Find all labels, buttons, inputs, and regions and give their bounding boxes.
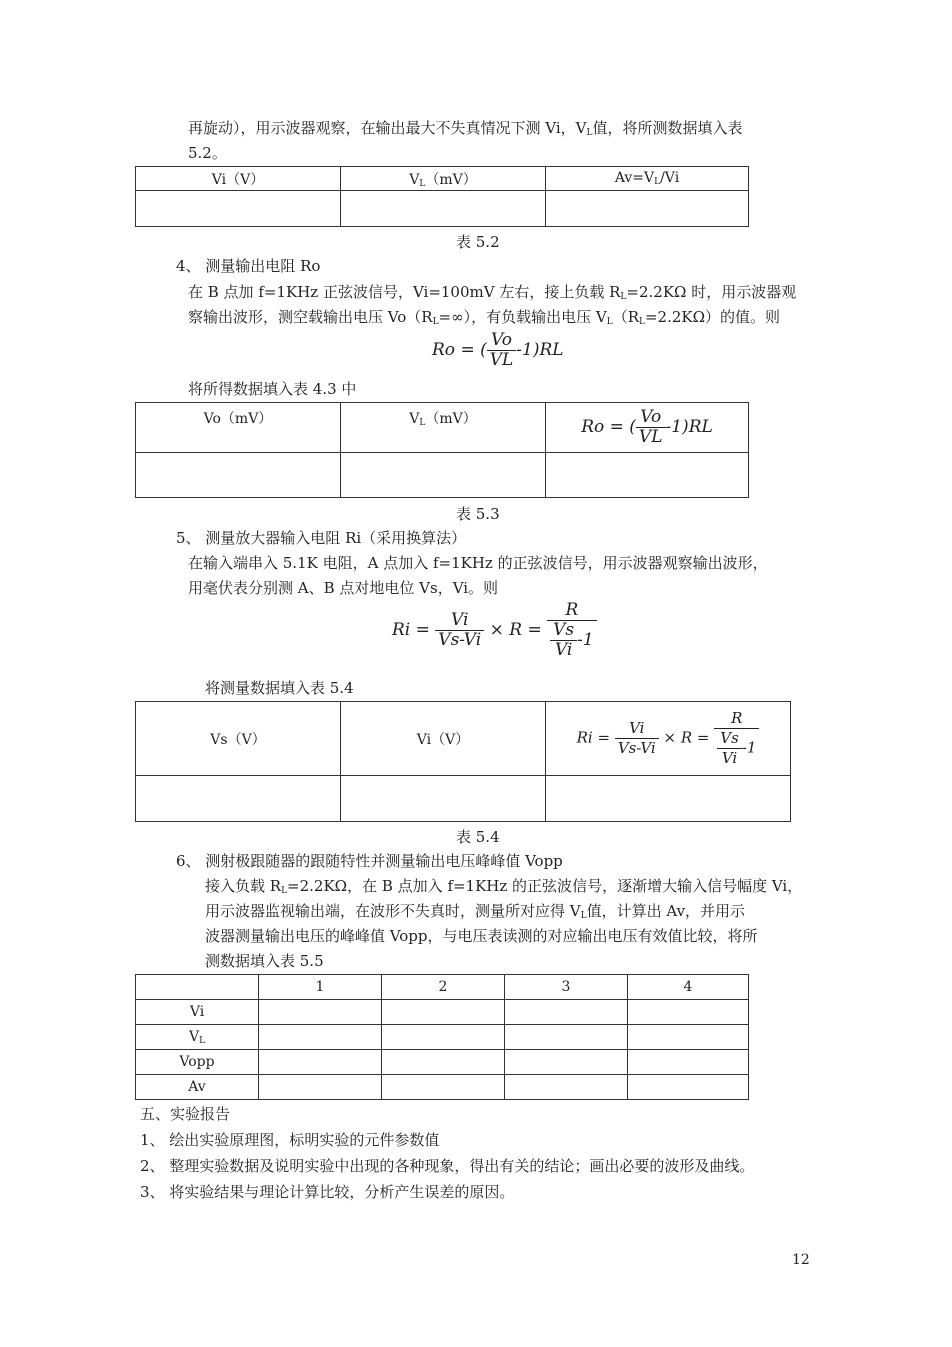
formula-ro: Ro = ( $\frac{Vo}{VL}$ -1)RL	[432, 330, 564, 370]
table-header: $V_L(mV)$	[341, 403, 546, 453]
table-cell	[628, 1050, 749, 1075]
table-cell	[259, 1050, 382, 1075]
table-cell	[341, 453, 546, 498]
list-item: 1、 绘出实验原理图，标明实验的元件参数值	[140, 1131, 440, 1149]
row-label: $V_L$	[136, 1025, 259, 1050]
table-cell	[136, 975, 259, 1000]
table-cell	[505, 1000, 628, 1025]
section-title: 5、 测量放大器输入电阻 Ri（采用换算法）	[176, 529, 467, 547]
table-header: $Av=V_L/Vi$	[546, 167, 749, 191]
paragraph-line: 将测量数据填入表 5.4	[205, 679, 354, 697]
paragraph-line: 再旋动），用示波器观察，在输出最大不失真情况下测 Vi，$V_L$值，将所测数据填入表	[188, 119, 743, 138]
paragraph-line: 用示波器监视输出端，在波形不失真时，测量所对应得 $V_L$值，计算出 Av，并用示	[205, 902, 746, 921]
table-cell	[546, 191, 749, 227]
paragraph-line: 察输出波形，测空载输出电压 $Vo(R_L=\infty)$，有负载输出电压 $V_L(R_L=2.2K\Omega)$的值。则	[188, 308, 781, 327]
row-label: Av	[136, 1075, 259, 1100]
table-cell	[382, 1075, 505, 1100]
table-header: Vs（V）	[136, 702, 341, 776]
table-5-3	[135, 402, 749, 498]
table-header: Vi（V）	[136, 167, 341, 191]
row-label: Vi	[136, 1000, 259, 1025]
table-cell	[505, 1075, 628, 1100]
table-5-2	[135, 166, 749, 227]
list-item: 2、 整理实验数据及说明实验中出现的各种现象，得出有关的结论；画出必要的波形及曲线。	[140, 1157, 755, 1175]
formula-ro-header: Ro = ( $\frac{Vo}{VL}$ -1)RL	[546, 403, 749, 453]
table-header: 3	[505, 975, 628, 1000]
table-header: Vi（V）	[341, 702, 546, 776]
paragraph-line: 在输入端串入 5.1K 电阻，A 点加入 f=1KHz 的正弦波信号，用示波器观察输出波形，	[188, 554, 768, 572]
section-title: 五、实验报告	[140, 1105, 231, 1123]
paragraph-line: 在 B 点加 f=1KHz 正弦波信号，Vi=100mV 左右，接上负载 $R_L=2.2K\Omega$ 时，用示波器观	[188, 283, 797, 302]
table-cell	[505, 1025, 628, 1050]
table-caption: 表 5.4	[456, 828, 500, 846]
table-cell	[628, 1000, 749, 1025]
formula-ri: Ri = $\frac{Vi}{Vs-Vi}$ × R = R $\frac{Vs}{Vi}$ -1	[392, 600, 597, 660]
table-cell	[259, 1025, 382, 1050]
table-cell	[382, 1025, 505, 1050]
table-cell	[382, 1050, 505, 1075]
table-cell	[546, 453, 749, 498]
table-header: Vo（mV）	[136, 403, 341, 453]
table-cell	[382, 1000, 505, 1025]
row-label: Vopp	[136, 1050, 259, 1075]
page-number: 12	[792, 1252, 810, 1268]
list-item: 3、 将实验结果与理论计算比较，分析产生误差的原因。	[140, 1183, 515, 1201]
table-cell	[546, 776, 791, 822]
table-cell	[136, 453, 341, 498]
table-header: 4	[628, 975, 749, 1000]
paragraph-line: 用毫伏表分别测 A、B 点对地电位 Vs，Vi。则	[188, 579, 499, 597]
table-cell	[259, 1075, 382, 1100]
table-header: 1	[259, 975, 382, 1000]
paragraph-line: 5.2。	[188, 144, 227, 162]
table-cell	[341, 191, 546, 227]
paragraph-line: 测数据填入表 5.5	[205, 952, 324, 970]
table-cell	[136, 191, 341, 227]
table-5-4	[135, 701, 791, 822]
table-cell	[628, 1025, 749, 1050]
paragraph-line: 波器测量输出电压的峰峰值 Vopp，与电压表读测的对应输出电压有效值比较，将所	[205, 927, 758, 945]
section-title: 4、 测量输出电阻 Ro	[176, 257, 321, 275]
table-caption: 表 5.3	[456, 505, 500, 523]
table-caption: 表 5.2	[456, 233, 500, 251]
paragraph-line: 将所得数据填入表 4.3 中	[188, 380, 357, 398]
table-cell	[505, 1050, 628, 1075]
table-cell	[628, 1075, 749, 1100]
formula-ri-header: Ri = $\frac{Vi}{Vs-Vi}$ × R = R $\frac{Vs}{Vi}$ -1	[546, 702, 791, 776]
table-cell	[259, 1000, 382, 1025]
paragraph-line: 接入负载 $R_L=2.2K\Omega$，在 B 点加入 f=1KHz 的正弦波信号，逐渐增大输入信号幅度 Vi，	[205, 877, 803, 896]
table-header: 2	[382, 975, 505, 1000]
table-cell	[136, 776, 341, 822]
section-title: 6、 测射极跟随器的跟随特性并测量输出电压峰峰值 Vopp	[176, 852, 563, 870]
table-header: $V_L(mV)$	[341, 167, 546, 191]
table-5-5	[135, 974, 749, 1100]
table-cell	[341, 776, 546, 822]
